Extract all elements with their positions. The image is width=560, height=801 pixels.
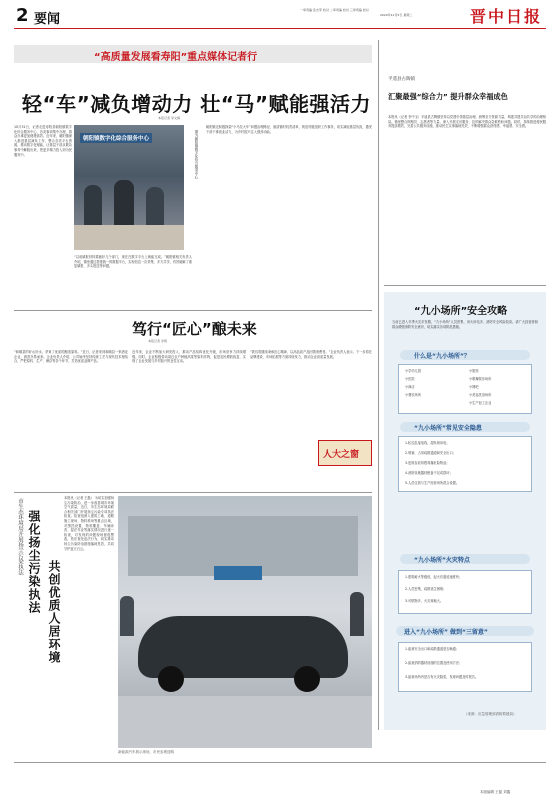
lead-col-left (14, 125, 72, 270)
lead-paragraph-3: 朝阳镇还积极探索“小马拉大车”问题治理路径，厘清镇村权责清单，规范村级组织工作事务，切实减轻基层负担，激发干部干事创业活力，为乡村振兴注入强劲动能。 (206, 125, 372, 134)
header-rule (14, 28, 546, 29)
tip-3: 3.留意场所内是否有火灾隐患，发现问题及时报告。 (405, 675, 479, 679)
place-2: 小医院 (405, 377, 415, 381)
safety-feature (384, 292, 546, 730)
lead-paragraph-2: “以前填报材料要跑好几个部门，现在在数字平台上就能完成。”朝阳镇相关负责人介绍，镇里通过搭建统一的数据平台，实现信息一次采集、多方共享，有效破解了重复填报、多头报送等问题。 (74, 255, 192, 269)
section-label-features (400, 554, 530, 564)
section-label-tips-text: 进入“九小场所” 做到“三留意” (404, 629, 488, 636)
lead-bottom-rule (14, 310, 372, 311)
hazard-4: 4.消防设施器材配备不足或损坏； (405, 471, 453, 475)
newspaper-logo: 晋中日报 (470, 7, 543, 26)
env-headline-b: 共创优质人居环境 (47, 560, 61, 664)
car-photo-caption: 新能源汽车展示现场，市民参观选购 (118, 750, 174, 754)
tip-1: 1.留意安全出口和疏散通道是否畅通； (405, 647, 460, 651)
column-divider (378, 40, 379, 730)
env-byline: 本报讯（记者 王磊） (64, 496, 94, 500)
lead-headline: 轻“车”减负增动力 壮“马”赋能强活力 (22, 92, 372, 116)
footer-rule (14, 762, 546, 763)
place-8: 小美容洗浴场所 (469, 393, 492, 397)
place-5: 小旅馆 (469, 369, 479, 373)
page-header (0, 0, 560, 30)
lead-photo (74, 125, 184, 250)
craft-headline: 笃行“匠心”酿未来 (132, 320, 257, 338)
lead-photo-sign: 朝阳镇数字化综合服务中心 (80, 133, 152, 143)
tips-list (398, 642, 532, 692)
craft-stamp (318, 440, 372, 466)
page-number: 2 (16, 5, 29, 26)
safety-source: （来源：应急管理部消防救援局） (464, 712, 517, 716)
side-body: 本报讯（记者 李中玉）平遥县古陶镇坚持以党建引领基层治理，统筹各方资源力量，构建共建共治共享的治理格局。镇里整合网格员、志愿者等力量，深入开展走访服务，及时解决群众急难愁盼问题。同时，持续推进便民服务提质增效，完善公共服务设施，推动民生实事落地见效，不断增强群众获得感、幸福感、安全感。 (388, 115, 546, 129)
banner-text: “高质量发展看寿阳”重点媒体记者行 (94, 52, 258, 63)
craft-bottom-rule (14, 492, 372, 493)
craft-col-2: 近年来，企业不断加大研发投入，推动产品结构优化升级，市场竞争力持续增强。同时，企业积极带动周边农户种植高粱等原料作物，促进农民增收致富，实现了企业发展与乡村振兴的良性互动。 (132, 350, 246, 364)
features-list (398, 570, 532, 614)
feature-3: 3.可燃物多，火灾荷载大。 (405, 599, 444, 603)
place-6: 小歌舞娱乐场所 (469, 377, 492, 381)
tip-2: 2.留意消防器材设施的位置及使用方法； (405, 661, 463, 665)
lead-paragraph-1: 10月31日，记者走进寿阳县朝阳镇数字化综合服务中心，各类事项集中办理，群众办事更加便捷高效。近年来，朝阳镇深入推进基层减负工作，整合各类平台资源，推动数字化赋能，让基层干部从繁杂事务中解脱出来，把更多精力投入到为民服务中。 (14, 125, 72, 157)
safety-title: “九小场所”安全攻略 (414, 306, 508, 317)
hazards-list (398, 436, 532, 492)
place-3: 小商店 (405, 385, 415, 389)
section-label-hazards-text: “九小场所”常见安全隐患 (414, 425, 482, 432)
craft-col-3: “我们将继续秉承匠心精神，以高品质产品回馈消费者。”企业负责人表示，下一步将在品牌建设、市场拓展等方面持续发力，推动企业高质量发展。 (250, 350, 372, 359)
lead-photo-caption: 图为朝阳镇数字化综合服务中心 (195, 130, 199, 179)
craft-stamp-text: 人大之窗 (323, 450, 360, 460)
craft-byline: 本报记者 李瑛 (148, 339, 167, 343)
safety-intro: 当前已进入冬季火灾多发期，“九小场所”人员密集、用火用电多，消防安全风险较高。请广大经营者和群众增强消防安全意识，切实落实各项防范措施。 (392, 320, 538, 329)
section-title: 要闻 (34, 12, 61, 27)
hazard-5: 5.人员住宿与生产经营场所混合设置。 (405, 481, 460, 485)
hazard-3: 3.违规存放易燃易爆危险物品； (405, 461, 450, 465)
section-label-features-text: “九小场所”火灾特点 (414, 557, 470, 564)
side-bottom-rule (384, 285, 546, 286)
car-photo (118, 496, 372, 748)
hazard-1: 1.私拉乱接电线，超负荷用电； (405, 441, 450, 445)
section-label-hazards (400, 422, 530, 432)
issue-date: 2024年11月5日 星期二 (380, 13, 413, 17)
craft-col-1: “和顺县的好山好水，孕育了优质的酿造原料。”近日，记者来到和顺县一家酒业企业，酒香扑鼻而来。企业负责人介绍，公司始终坚持传统工艺与现代技术相结合，严把原料、生产、储存等各个环节，打造优质品牌产品。 (14, 350, 128, 364)
place-4: 小餐饮场所 (405, 393, 421, 397)
env-headline-a: 强化扬尘污染执法 (27, 510, 41, 614)
side-headline: 汇聚最强“综合力” 提升群众幸福成色 (388, 92, 508, 101)
section-label-places-text: 什么是“九小场所”？ (414, 353, 470, 360)
lead-col-right (206, 125, 372, 305)
hazard-2: 2.堵塞、占用疏散通道和安全出口； (405, 451, 456, 455)
section-label-tips (396, 626, 534, 636)
place-1: 小学幼儿园 (405, 369, 421, 373)
side-kicker: 平遥县古陶镇 (388, 77, 415, 82)
env-subtitle: 市生态环境局开展扬尘污染执法 (17, 498, 23, 575)
places-list (398, 364, 532, 414)
feature-2: 2.人员密集，疏散逃生困难； (405, 587, 447, 591)
lead-col-mid (74, 255, 192, 305)
env-body (64, 496, 114, 766)
place-7: 小网吧 (469, 385, 479, 389)
editors-line: 一审责编 张志军 校对 二审责编 校对 三审责编 校对 (300, 8, 369, 12)
footer-text: 本版编辑 王磊 刘鑫 (480, 790, 511, 794)
topic-banner (14, 45, 372, 63)
env-text: 为切实加强扬尘污染防治，进一步改善城市环境空气质量，近日，市生态环境局联合相关部门开展扬尘污染专项执法检查。检查组深入建筑工地、道路施工现场、物料堆场等重点区域，对围挡设置、物料覆盖、车辆冲洗、湿法作业等落实情况进行逐一检查，对发现的问题现场督促整改，依法查处违法行为，切实推动扬尘污染防治措施落地见效，共同守护蓝天白云。 (64, 496, 115, 551)
section-label-places (400, 350, 530, 360)
place-9: 小生产加工企业 (469, 401, 492, 405)
feature-1: 1.建筑耐火等级低，起火后蔓延速度快； (405, 575, 463, 579)
lead-byline: 本报记者 李文婧 (158, 116, 180, 120)
